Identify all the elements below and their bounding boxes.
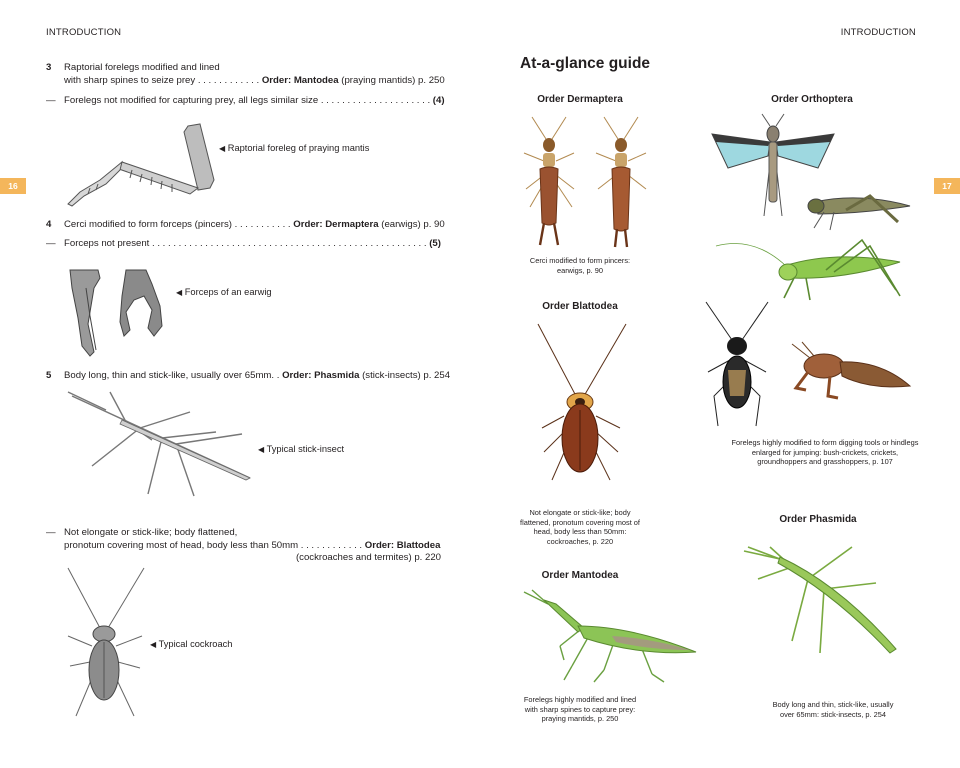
pointer-arrow-icon: ◀	[258, 445, 265, 454]
cockroach-caption	[150, 639, 232, 649]
couplet-4-alt-goto: (5)	[429, 238, 441, 249]
cockroach-caption-text: Typical cockroach	[158, 639, 233, 649]
couplet-5	[64, 369, 450, 383]
right-running-header: INTRODUCTION	[840, 27, 916, 38]
pointer-arrow-icon: ◀	[219, 144, 226, 153]
couplet-5-order: Order: Phasmida	[282, 370, 360, 381]
orthoptera-caption-line: Forelegs highly modified to form digging tools or hindlegs	[731, 438, 919, 447]
right-page-number-tab	[934, 178, 960, 194]
green-stick-insect-illustration	[740, 545, 900, 657]
mantis-caption	[219, 143, 369, 153]
orthoptera-heading: Order Orthoptera	[771, 94, 853, 105]
earwig-caption-text: Forceps of an earwig	[184, 287, 272, 297]
mantodea-caption	[510, 695, 650, 724]
couplet-5-alt-text: pronotum covering most of head, body less than 50mm	[64, 540, 299, 551]
couplet-4-text: Cerci modified to form forceps (pincers)	[64, 219, 232, 230]
orthoptera-caption-line: groundhoppers and grasshoppers, p. 107	[757, 457, 893, 466]
couplet-5-text: Body long, thin and stick-like, usually over 65mm. .	[64, 370, 283, 381]
dermaptera-caption	[510, 256, 650, 275]
couplet-3-alt-dash: —	[46, 95, 56, 106]
stick-caption	[258, 444, 344, 454]
blattodea-caption-line: cockroaches, p. 220	[546, 536, 614, 546]
orthoptera-caption-line: enlarged for jumping: bush-crickets, crickets,	[751, 447, 899, 457]
couplet-3-text: with sharp spines to seize prey	[64, 75, 196, 86]
mantodea-heading: Order Mantodea	[541, 570, 619, 581]
black-cricket-illustration	[702, 300, 772, 432]
couplet-5-alt-line3: (cockroaches and termites) p. 220	[295, 552, 441, 563]
stick-caption-text: Typical stick-insect	[266, 444, 345, 454]
left-page-number-tab	[0, 178, 26, 194]
couplet-4-order: Order: Dermaptera	[293, 219, 379, 230]
left-page-number: 16	[8, 181, 18, 191]
phasmida-caption-line: Body long and thin, stick-like, usually	[772, 700, 894, 709]
green-mantis-illustration	[520, 586, 700, 686]
blattodea-caption-line: head, body less than 50mm:	[533, 527, 627, 536]
couplet-5-alt-line1: Not elongate or stick-like; body flattened,	[64, 527, 238, 538]
couplet-3-order: Order: Mantodea	[261, 75, 339, 86]
phasmida-caption-line: over 65mm: stick-insects, p. 254	[780, 709, 886, 719]
couplet-4-alt-dash: —	[46, 238, 56, 249]
dermaptera-caption-line: Cerci modified to form pincers:	[529, 256, 631, 265]
couplet-3-rest: (praying mantids) p. 250	[338, 75, 445, 86]
couplet-3-alt-text: Forelegs not modified for capturing prey, all legs similar size	[64, 95, 319, 106]
couplet-5-alt-dash: —	[46, 527, 56, 538]
dermaptera-caption-line: earwigs, p. 90	[556, 265, 603, 275]
mantis-caption-text: Raptorial foreleg of praying mantis	[227, 143, 370, 153]
pointer-arrow-icon: ◀	[150, 640, 157, 649]
couplet-3-alt-goto: (4)	[432, 95, 445, 106]
couplet-4-alt	[64, 237, 441, 251]
couplet-5-alt-order: Order: Blattodea	[364, 540, 441, 551]
couplet-5-number: 5	[46, 370, 52, 381]
earwig-pair-illustration	[518, 115, 648, 250]
couplet-3-line2	[64, 74, 445, 88]
blattodea-heading: Order Blattodea	[542, 301, 618, 312]
couplet-3-alt	[64, 94, 445, 108]
cockroach-illustration	[64, 566, 148, 722]
couplet-4-number: 4	[46, 219, 52, 230]
leader-dots: . . . . . . . . . . . .	[298, 540, 365, 551]
leader-dots: . . . . . . . . . . . . . . . . . . . . . . . . . . . . . . . . . . . . . . . . . . . . . . . . . . . .	[149, 238, 430, 249]
left-running-header: INTRODUCTION	[46, 27, 122, 38]
couplet-4-alt-text: Forceps not present	[64, 238, 150, 249]
earwig-caption	[176, 287, 272, 297]
couplet-5-rest: (stick-insects) p. 254	[359, 370, 451, 381]
couplet-3-number: 3	[46, 62, 52, 73]
orthoptera-caption	[700, 438, 950, 467]
leader-dots: . . . . . . . . . . . . . . . . . . . . .	[318, 95, 433, 106]
green-bush-cricket-illustration	[714, 232, 904, 304]
couplet-4-rest: (earwigs) p. 90	[378, 219, 445, 230]
mantodea-caption-line: Forelegs highly modified and lined	[523, 695, 637, 704]
dermaptera-heading: Order Dermaptera	[537, 94, 623, 105]
blattodea-caption	[510, 508, 650, 546]
mantodea-caption-line: praying mantids, p. 250	[541, 714, 619, 723]
phasmida-heading: Order Phasmida	[779, 514, 857, 525]
earwig-forceps-illustration	[64, 266, 176, 358]
pointer-arrow-icon: ◀	[176, 288, 183, 297]
brown-grasshopper-illustration	[800, 182, 915, 237]
couplet-4	[64, 218, 445, 232]
blattodea-caption-line: flattened, pronotum covering most of	[520, 517, 640, 527]
phasmida-caption	[748, 700, 918, 719]
mantodea-caption-line: with sharp spines to capture prey:	[524, 704, 636, 714]
mole-cricket-illustration	[790, 340, 915, 412]
couplet-3-line1: Raptorial forelegs modified and lined	[64, 62, 220, 73]
leader-dots: . . . . . . . . . . . .	[195, 75, 262, 86]
blattodea-caption-line: Not elongate or stick-like; body	[529, 508, 631, 517]
mantis-foreleg-illustration	[60, 118, 220, 210]
stick-insect-illustration	[66, 390, 256, 500]
guide-title: At-a-glance guide	[520, 55, 651, 72]
right-page-number: 17	[942, 181, 952, 191]
brown-cockroach-illustration	[530, 320, 630, 485]
leader-dots: . . . . . . . . . . .	[231, 219, 294, 230]
